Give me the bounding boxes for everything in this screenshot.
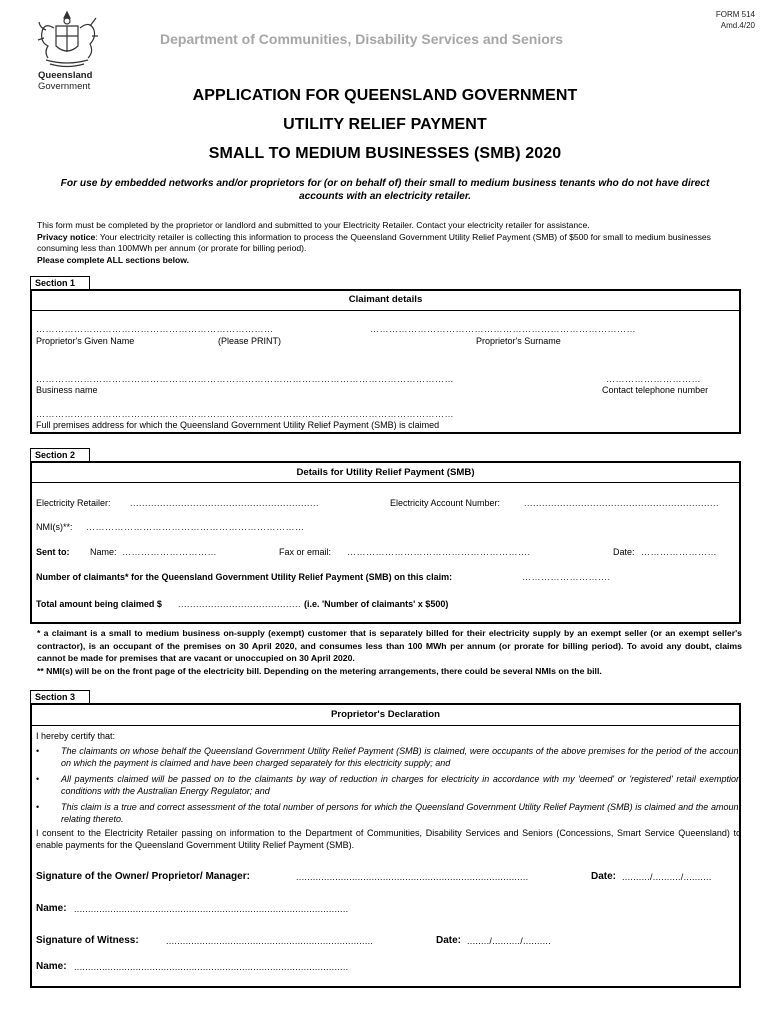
form-subtitle: For use by embedded networks and/or proprietors for (or on behalf of) their small to medium business tenants who do not have direct accounts with an electricity retailer. xyxy=(60,178,710,202)
witness-signature-field[interactable]: .......................................................................... xyxy=(166,936,374,946)
form-number xyxy=(716,9,755,31)
declaration-bullet xyxy=(36,746,741,770)
witness-name-field[interactable]: .................................................................................................. xyxy=(74,962,349,972)
consent-text: I consent to the Electricity Retailer passing on information to the Department of Communities, Disability Services and Seniors (Concessions, Smart Service Queensland) to enable payments for the Queensland Government Utility Relief Payment (SMB). xyxy=(36,828,741,850)
complete-all-note: Please complete ALL sections below. xyxy=(37,254,190,265)
nmi-field[interactable]: …………………………………………………………… xyxy=(86,522,305,532)
fax-email-label: Fax or email: xyxy=(279,547,332,557)
account-number-field[interactable]: ................................................................. xyxy=(524,498,720,508)
logo-government-text: Government xyxy=(38,81,91,92)
witness-date-label: Date: xyxy=(436,935,462,946)
queensland-government-logo xyxy=(30,8,110,92)
sent-date-label: Date: xyxy=(613,547,635,557)
witness-date-field[interactable]: ......../........../.......... xyxy=(467,936,552,946)
bullet-dot: • xyxy=(36,802,40,812)
privacy-label: Privacy notice xyxy=(37,231,96,242)
section-2-heading: Details for Utility Relief Payment (SMB) xyxy=(32,463,739,483)
intro-text xyxy=(37,220,737,266)
title-line-3: SMALL TO MEDIUM BUSINESSES (SMB) 2020 xyxy=(208,145,562,162)
given-name-field[interactable]: ………………………………………………………………… xyxy=(36,324,274,334)
owner-date-label: Date: xyxy=(591,871,617,882)
footnotes xyxy=(37,627,742,677)
sent-name-field[interactable]: ………………………… xyxy=(122,547,217,557)
nmi-label: NMI(s)**: xyxy=(36,522,73,532)
intro-line: This form must be completed by the proprietor or landlord and submitted to your Electricity Retailer. Contact your electricity retailer for assistance. xyxy=(37,220,590,230)
account-number-label: Electricity Account Number: xyxy=(390,498,501,508)
nmi-footnote: ** NMI(s) will be on the front page of the electricity bill. Depending on the metering arrangements, there could be several NMIs on the bill. xyxy=(37,665,602,676)
declaration-bullet-text: The claimants on whose behalf the Queensland Government Utility Relief Payment (SMB) is claimed, were occupants of the above premises for the period of the account on which the payment is claimed and have been charged separately for this electricity supply; and xyxy=(61,746,741,768)
department-name: Department of Communities, Disability Services and Seniors xyxy=(160,31,563,47)
declaration-bullet-text: All payments claimed will be passed on to the claimants by way of reduction in charges for electricity in accordance with my 'deemed' or 'registered' retail exemption conditions with the Australian Energy Regulator; and xyxy=(61,774,741,796)
total-amount-label: Total amount being claimed $ xyxy=(36,599,162,609)
owner-date-field[interactable]: ........../........../.......... xyxy=(622,872,712,882)
total-amount-suffix: (i.e. 'Number of claimants' x $500) xyxy=(304,599,449,609)
bullet-dot: • xyxy=(36,774,40,784)
claimants-field[interactable]: ………………………. xyxy=(522,572,611,582)
given-name-label: Proprietor's Given Name xyxy=(36,336,135,346)
business-name-field[interactable]: …………………………………………………………………………………………………………………… xyxy=(36,374,454,384)
amendment-text: Amd.4/20 xyxy=(720,21,755,30)
form-number-text: FORM 514 xyxy=(715,10,755,19)
bullet-dot: • xyxy=(36,746,40,756)
owner-signature-field[interactable]: ................................................................................... xyxy=(296,872,529,882)
sent-name-label: Name: xyxy=(90,547,117,557)
business-name-label: Business name xyxy=(36,385,98,395)
declaration-bullet-text: This claim is a true and correct assessment of the total number of persons for which the Queensland Government Utility Relief Payment (SMB) is claimed and the amount relating thereto. xyxy=(61,802,741,824)
witness-name-label: Name: xyxy=(36,961,67,972)
section-1-tab: Section 1 xyxy=(30,276,90,290)
phone-label: Contact telephone number xyxy=(602,385,709,395)
coat-of-arms-icon xyxy=(34,8,100,70)
claimants-label: Number of claimants* for the Queensland Government Utility Relief Payment (SMB) on this claim: xyxy=(36,572,453,582)
phone-field[interactable]: ………………………… xyxy=(606,374,701,384)
retailer-label: Electricity Retailer: xyxy=(36,498,111,508)
address-label: Full premises address for which the Queensland Government Utility Relief Payment (SMB) is claimed xyxy=(36,420,440,430)
privacy-notice xyxy=(37,232,737,255)
certify-text: I hereby certify that: xyxy=(36,731,116,741)
title-line-2: UTILITY RELIEF PAYMENT xyxy=(283,116,487,133)
witness-signature-label: Signature of Witness: xyxy=(36,935,139,946)
section-1-heading: Claimant details xyxy=(32,291,739,311)
retailer-field[interactable]: ............................................................... xyxy=(130,498,320,508)
section-3-heading: Proprietor's Declaration xyxy=(32,705,739,726)
declaration-bullet xyxy=(36,774,741,798)
privacy-text: : Your electricity retailer is collecting this information to process the Queensland Government Utility Relief Payment (SMB) of $500 for small to medium businesses consuming less than 100MWh per annum (or prorate for billing period). xyxy=(37,231,711,253)
surname-field[interactable]: ………………………………………………………………………… xyxy=(370,324,636,334)
sent-to-label: Sent to: xyxy=(36,547,70,557)
section-2-tab: Section 2 xyxy=(30,448,90,462)
owner-signature-label: Signature of the Owner/ Proprietor/ Manager: xyxy=(36,871,250,882)
owner-name-label: Name: xyxy=(36,903,67,914)
declaration-bullet xyxy=(36,802,741,826)
sent-date-field[interactable]: …………………… xyxy=(641,547,717,557)
claimant-footnote: * a claimant is a small to medium business on-supply (exempt) customer that is separately billed for their electricity supply by an exempt seller (or an exempt seller's contractor), is an occupant of the premises on 30 April 2020, and consumes less than 100 MWh per annum (or prorate for billing period). To avoid any doubt, claims cannot be made for premises that are vacant or unoccupied on 30 April 2020. xyxy=(37,628,742,664)
section-3-tab: Section 3 xyxy=(30,690,90,704)
surname-label: Proprietor's Surname xyxy=(476,336,561,346)
title-line-1: APPLICATION FOR QUEENSLAND GOVERNMENT xyxy=(192,87,578,104)
total-amount-field[interactable]: ......................................... xyxy=(178,599,302,609)
logo-queensland-text: Queensland xyxy=(38,70,93,81)
owner-name-field[interactable]: .................................................................................................. xyxy=(74,904,349,914)
address-field[interactable]: …………………………………………………………………………………………………………………… xyxy=(36,409,454,419)
fax-email-field[interactable]: …………………………………………………. xyxy=(347,547,531,557)
print-label: (Please PRINT) xyxy=(218,336,282,346)
